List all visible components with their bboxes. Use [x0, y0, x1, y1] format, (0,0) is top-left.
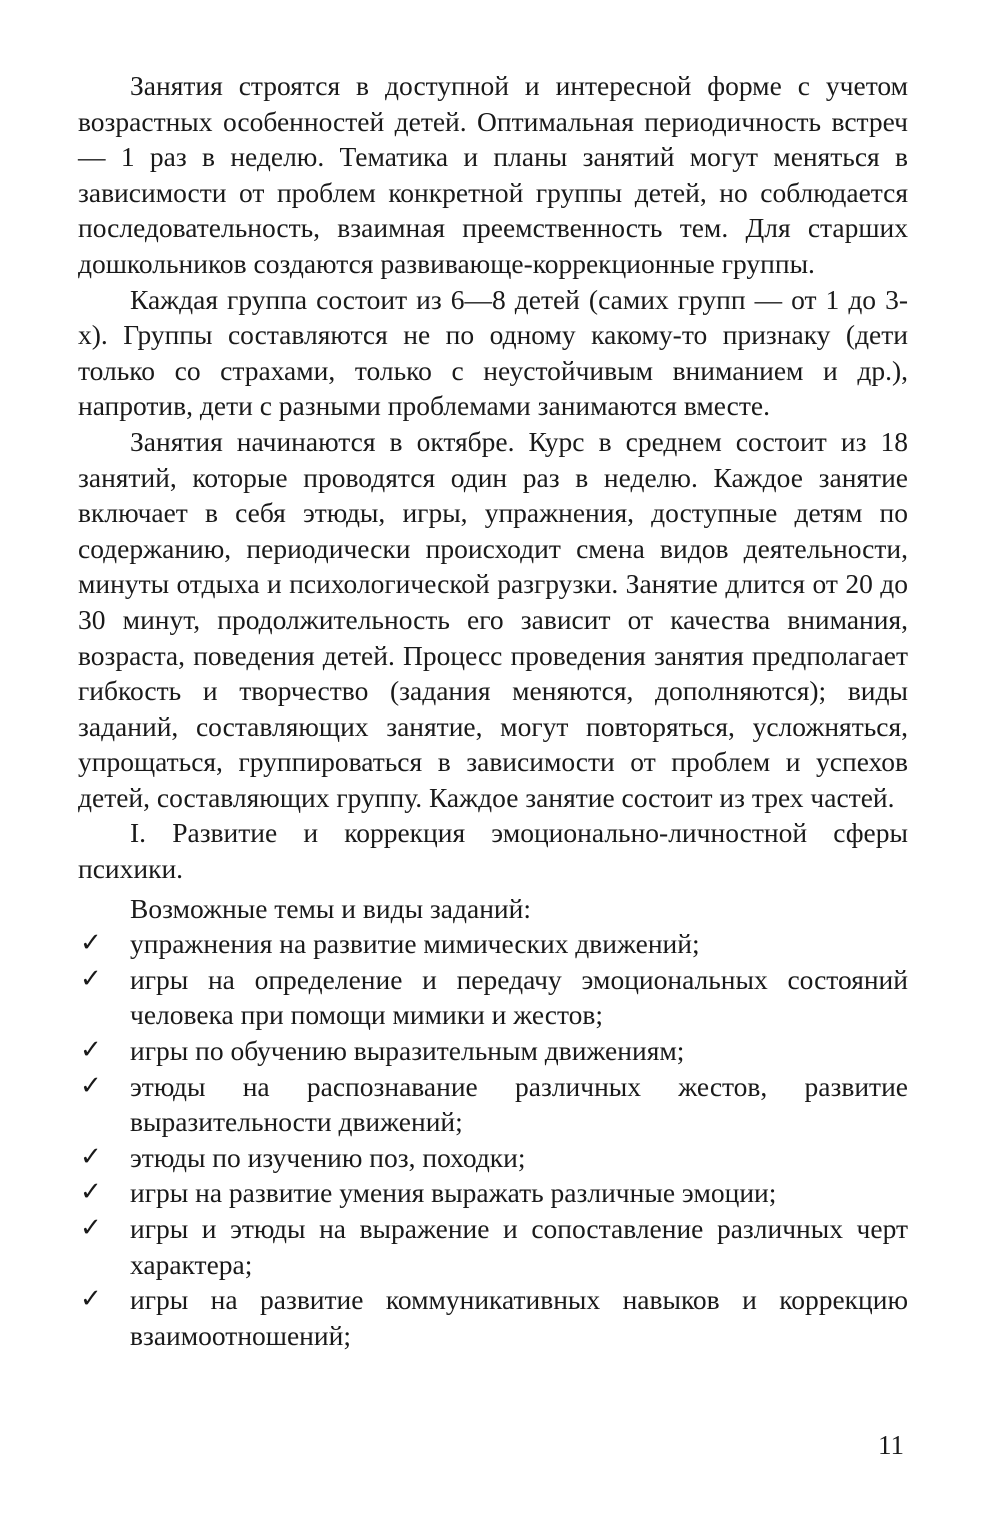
list-item-text: упражнения на развитие мимических движений; [130, 928, 700, 960]
check-icon: ✓ [80, 1141, 102, 1172]
check-icon: ✓ [80, 1177, 102, 1208]
list-item-text: игры и этюды на выражение и сопоставление различных черт характера; [130, 1213, 908, 1280]
list-item [78, 1282, 908, 1353]
check-icon: ✓ [80, 1213, 102, 1243]
list-item [78, 1069, 908, 1140]
list-item [78, 1140, 908, 1176]
list-item [78, 1175, 908, 1211]
list-item-text: этюды по изучению поз, походки; [130, 1141, 526, 1173]
check-icon: ✓ [80, 928, 102, 959]
list-item-text: игры на развитие коммуникативных навыков и коррекцию взаимоотношений; [130, 1284, 908, 1351]
list-item [78, 1033, 908, 1069]
list-heading: Возможные темы и виды заданий: [130, 892, 531, 924]
check-icon: ✓ [80, 963, 102, 994]
list-item [78, 1211, 908, 1282]
list-item-text: игры на развитие умения выражать различные эмоции; [130, 1177, 777, 1209]
list-item-text: игры по обучению выразительным движениям; [130, 1035, 685, 1067]
paragraph-1: Занятия строятся в доступной и интересной форме с учетом возрастных особенностей детей. Оптимальная периодичность встреч — 1 раз в неделю. Тематика и планы занятий могут меняться в зависимости от проблем конкретной группы детей, но соблюдается последовательность, взаимная преемственность тем. Для старших дошкольников создаются развивающе-коррекционные группы. [78, 70, 908, 279]
task-checklist [78, 926, 908, 1353]
check-icon: ✓ [80, 1070, 102, 1101]
list-item [78, 962, 908, 1033]
page-body [78, 68, 908, 1353]
section-heading-1: I. Развитие и коррекция эмоционально-личностной сферы психики. [78, 817, 908, 885]
list-item-text: игры на определение и передачу эмоциональных состояний человека при помощи мимики и жестов; [130, 963, 908, 1031]
check-icon: ✓ [80, 1035, 102, 1066]
paragraph-2: Каждая группа состоит из 6—8 детей (самих групп — от 1 до 3-х). Группы составляются не по одному какому-то признаку (дети только со страхами, только с неустойчивым вниманием и др.), напротив, дети с разными проблемами занимаются вместе. [78, 283, 908, 422]
page-number: 11 [878, 1430, 904, 1460]
list-item-text: этюды на распознавание различных жестов, развитие выразительности движений; [130, 1070, 908, 1138]
paragraph-3: Занятия начинаются в октябре. Курс в среднем состоит из 18 занятий, которые проводятся один раз в неделю. Каждое занятие включает в себя этюды, игры, упражнения, доступные детям по содержанию, периодически происходит смена видов деятельности, минуты отдыха и психологической разгрузки. Занятие длится от 20 до 30 минут, продолжительность его зависит от качества внимания, возраста, поведения детей. Процесс проведения занятия предполагает гибкость и творчество (задания меняются, дополняются); виды заданий, составляющих занятие, могут повторяться, усложняться, упрощаться, группироваться в зависимости от проблем и успехов детей, составляющих группу. Каждое занятие состоит из трех частей. [78, 425, 908, 813]
check-icon: ✓ [80, 1284, 102, 1315]
list-item [78, 926, 908, 962]
